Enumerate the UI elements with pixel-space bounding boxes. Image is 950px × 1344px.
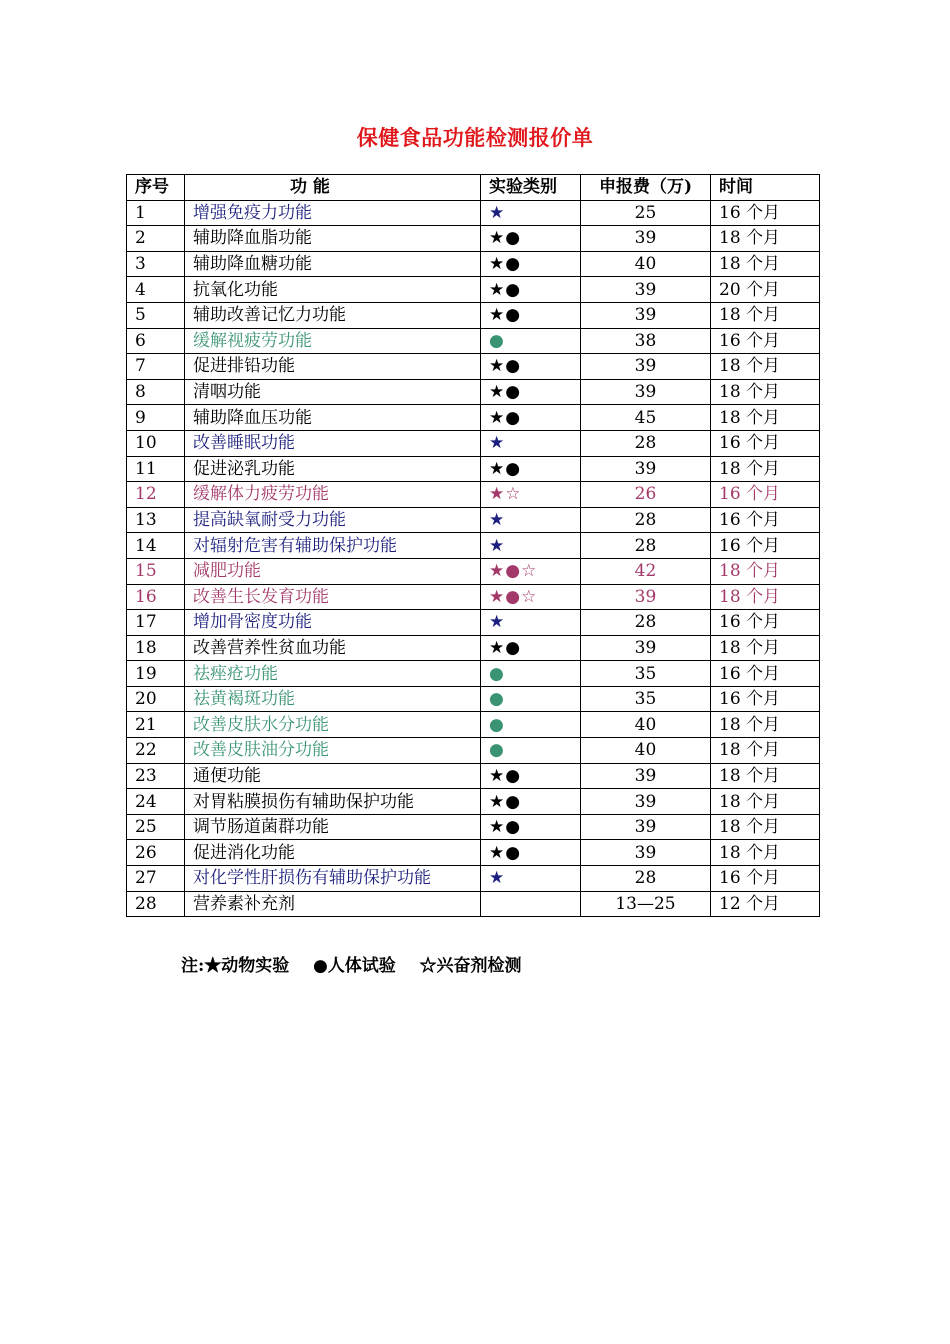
row-fee: 35	[581, 661, 711, 687]
row-number: 14	[127, 533, 185, 559]
row-time: 16 个月	[711, 686, 820, 712]
row-time: 18 个月	[711, 379, 820, 405]
row-fee: 45	[581, 405, 711, 431]
row-number: 16	[127, 584, 185, 610]
row-time: 18 个月	[711, 302, 820, 328]
row-test-type: ★☆	[481, 482, 581, 508]
row-test-type: ★●☆	[481, 584, 581, 610]
table-row	[127, 738, 820, 764]
row-fee: 28	[581, 533, 711, 559]
row-function: 减肥功能	[185, 558, 481, 584]
table-row	[127, 277, 820, 303]
row-number: 28	[127, 891, 185, 917]
row-function: 改善营养性贫血功能	[185, 635, 481, 661]
row-number: 17	[127, 610, 185, 636]
row-time: 18 个月	[711, 354, 820, 380]
row-fee: 39	[581, 635, 711, 661]
row-time: 16 个月	[711, 661, 820, 687]
row-time: 18 个月	[711, 763, 820, 789]
row-fee: 39	[581, 277, 711, 303]
row-fee: 38	[581, 328, 711, 354]
header-no: 序号	[127, 175, 185, 201]
row-time: 18 个月	[711, 251, 820, 277]
row-function: 抗氧化功能	[185, 277, 481, 303]
row-fee: 28	[581, 430, 711, 456]
row-function: 改善皮肤水分功能	[185, 712, 481, 738]
table-row	[127, 866, 820, 892]
row-number: 15	[127, 558, 185, 584]
row-fee: 40	[581, 738, 711, 764]
row-function: 清咽功能	[185, 379, 481, 405]
row-function: 祛痤疮功能	[185, 661, 481, 687]
row-function: 祛黄褐斑功能	[185, 686, 481, 712]
row-test-type: ★●☆	[481, 558, 581, 584]
header-time: 时间	[711, 175, 820, 201]
row-time: 18 个月	[711, 584, 820, 610]
row-test-type: ★	[481, 430, 581, 456]
row-test-type: ★●	[481, 277, 581, 303]
row-fee: 35	[581, 686, 711, 712]
row-time: 18 个月	[711, 558, 820, 584]
row-fee: 28	[581, 866, 711, 892]
row-function: 辅助改善记忆力功能	[185, 302, 481, 328]
row-function: 改善生长发育功能	[185, 584, 481, 610]
table-row	[127, 226, 820, 252]
row-number: 7	[127, 354, 185, 380]
row-test-type: ●	[481, 686, 581, 712]
row-number: 22	[127, 738, 185, 764]
row-function: 辅助降血压功能	[185, 405, 481, 431]
row-number: 18	[127, 635, 185, 661]
table-row	[127, 789, 820, 815]
row-fee: 28	[581, 610, 711, 636]
row-function: 调节肠道菌群功能	[185, 814, 481, 840]
row-fee: 39	[581, 814, 711, 840]
table-row	[127, 635, 820, 661]
row-test-type: ★●	[481, 840, 581, 866]
row-time: 16 个月	[711, 533, 820, 559]
row-number: 9	[127, 405, 185, 431]
row-function: 促进消化功能	[185, 840, 481, 866]
row-test-type: ★●	[481, 635, 581, 661]
table-row	[127, 584, 820, 610]
row-test-type: ★●	[481, 302, 581, 328]
row-test-type: ★	[481, 507, 581, 533]
row-test-type: ★●	[481, 354, 581, 380]
row-number: 1	[127, 200, 185, 226]
row-number: 11	[127, 456, 185, 482]
row-function: 对辐射危害有辅助保护功能	[185, 533, 481, 559]
table-row	[127, 610, 820, 636]
table-row	[127, 328, 820, 354]
row-fee: 39	[581, 302, 711, 328]
legend-note: 注:★动物实验 ●人体试验 ☆兴奋剂检测	[181, 956, 522, 976]
row-number: 10	[127, 430, 185, 456]
row-function: 缓解体力疲劳功能	[185, 482, 481, 508]
row-time: 18 个月	[711, 840, 820, 866]
row-time: 18 个月	[711, 635, 820, 661]
page-title: 保健食品功能检测报价单	[356, 125, 594, 150]
row-test-type	[481, 891, 581, 917]
table-row	[127, 379, 820, 405]
table-row	[127, 763, 820, 789]
row-test-type: ★●	[481, 226, 581, 252]
row-test-type: ★	[481, 200, 581, 226]
row-number: 8	[127, 379, 185, 405]
row-time: 12 个月	[711, 891, 820, 917]
row-number: 20	[127, 686, 185, 712]
header-function: 功 能	[185, 175, 481, 201]
row-number: 27	[127, 866, 185, 892]
row-time: 20 个月	[711, 277, 820, 303]
row-fee: 25	[581, 200, 711, 226]
row-fee: 39	[581, 379, 711, 405]
row-function: 通便功能	[185, 763, 481, 789]
row-time: 18 个月	[711, 789, 820, 815]
row-number: 26	[127, 840, 185, 866]
table-row	[127, 302, 820, 328]
row-time: 16 个月	[711, 610, 820, 636]
row-number: 3	[127, 251, 185, 277]
row-time: 18 个月	[711, 738, 820, 764]
row-time: 16 个月	[711, 328, 820, 354]
table-row	[127, 251, 820, 277]
table-row	[127, 354, 820, 380]
row-fee: 28	[581, 507, 711, 533]
table-row	[127, 840, 820, 866]
row-fee: 13—25	[581, 891, 711, 917]
row-fee: 39	[581, 226, 711, 252]
header-test-type: 实验类别	[481, 175, 581, 201]
row-time: 16 个月	[711, 482, 820, 508]
table-row	[127, 661, 820, 687]
row-test-type: ★●	[481, 789, 581, 815]
row-function: 改善皮肤油分功能	[185, 738, 481, 764]
row-time: 16 个月	[711, 866, 820, 892]
table-row	[127, 712, 820, 738]
row-time: 18 个月	[711, 712, 820, 738]
row-test-type: ★●	[481, 763, 581, 789]
row-fee: 42	[581, 558, 711, 584]
row-number: 21	[127, 712, 185, 738]
row-test-type: ★	[481, 610, 581, 636]
row-test-type: ●	[481, 712, 581, 738]
row-number: 12	[127, 482, 185, 508]
row-test-type: ★●	[481, 251, 581, 277]
row-function: 对胃粘膜损伤有辅助保护功能	[185, 789, 481, 815]
row-test-type: ★	[481, 533, 581, 559]
row-fee: 26	[581, 482, 711, 508]
table-row	[127, 482, 820, 508]
table-header-row	[127, 175, 820, 201]
row-function: 改善睡眠功能	[185, 430, 481, 456]
row-test-type: ★●	[481, 379, 581, 405]
row-fee: 39	[581, 763, 711, 789]
table-row	[127, 405, 820, 431]
row-test-type: ●	[481, 738, 581, 764]
row-fee: 39	[581, 456, 711, 482]
row-number: 19	[127, 661, 185, 687]
table-row	[127, 533, 820, 559]
row-function: 缓解视疲劳功能	[185, 328, 481, 354]
row-fee: 40	[581, 712, 711, 738]
table-row	[127, 686, 820, 712]
row-fee: 39	[581, 789, 711, 815]
row-function: 辅助降血糖功能	[185, 251, 481, 277]
row-function: 增强免疫力功能	[185, 200, 481, 226]
table-row	[127, 456, 820, 482]
row-number: 6	[127, 328, 185, 354]
row-number: 5	[127, 302, 185, 328]
row-test-type: ★●	[481, 456, 581, 482]
table-row	[127, 200, 820, 226]
price-table	[126, 174, 820, 917]
row-fee: 39	[581, 840, 711, 866]
row-function: 增加骨密度功能	[185, 610, 481, 636]
row-time: 16 个月	[711, 507, 820, 533]
row-test-type: ★	[481, 866, 581, 892]
row-function: 促进泌乳功能	[185, 456, 481, 482]
row-test-type: ★●	[481, 405, 581, 431]
table-row	[127, 891, 820, 917]
row-time: 18 个月	[711, 814, 820, 840]
row-time: 16 个月	[711, 430, 820, 456]
table-row	[127, 430, 820, 456]
row-time: 18 个月	[711, 405, 820, 431]
row-test-type: ★●	[481, 814, 581, 840]
row-fee: 40	[581, 251, 711, 277]
row-time: 18 个月	[711, 226, 820, 252]
row-time: 16 个月	[711, 200, 820, 226]
table-row	[127, 558, 820, 584]
row-fee: 39	[581, 584, 711, 610]
row-time: 18 个月	[711, 456, 820, 482]
table-row	[127, 814, 820, 840]
row-function: 提高缺氧耐受力功能	[185, 507, 481, 533]
row-number: 25	[127, 814, 185, 840]
row-function: 辅助降血脂功能	[185, 226, 481, 252]
row-number: 23	[127, 763, 185, 789]
row-function: 促进排铅功能	[185, 354, 481, 380]
row-number: 13	[127, 507, 185, 533]
header-fee: 申报费（万)	[581, 175, 711, 201]
row-test-type: ●	[481, 328, 581, 354]
row-function: 对化学性肝损伤有辅助保护功能	[185, 866, 481, 892]
row-number: 4	[127, 277, 185, 303]
table-row	[127, 507, 820, 533]
row-number: 24	[127, 789, 185, 815]
row-number: 2	[127, 226, 185, 252]
row-function: 营养素补充剂	[185, 891, 481, 917]
row-test-type: ●	[481, 661, 581, 687]
row-fee: 39	[581, 354, 711, 380]
